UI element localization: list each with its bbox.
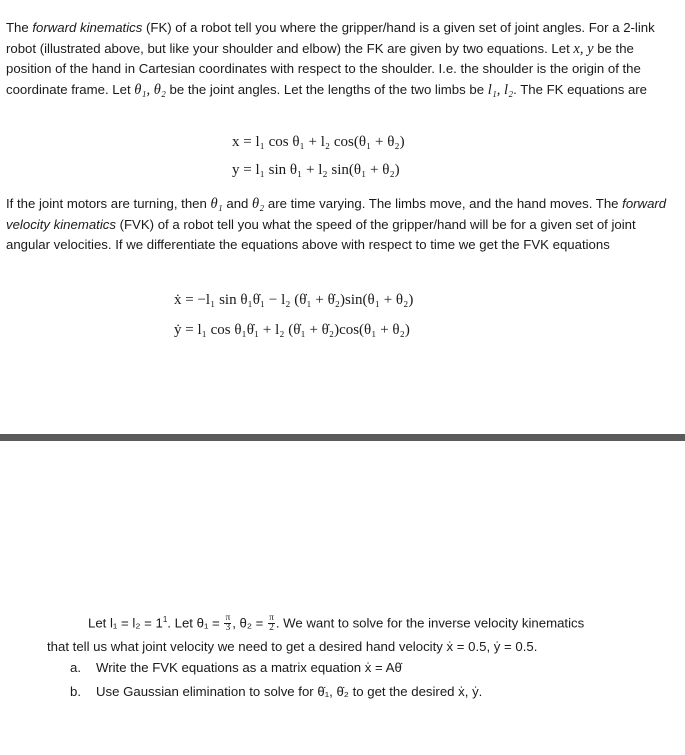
theta2-sep: , θ₂ = bbox=[232, 615, 264, 631]
fk-equation-x: x = l₁ cos θ₁ + l₂ cos(θ₁ + θ₂) bbox=[232, 134, 405, 150]
problem-line-2: that tell us what joint velocity we need to get a desired hand velocity ẋ = 0.5, ẏ = 0.5. bbox=[47, 639, 538, 654]
fk-text-2: (FK) of a robot tell you where the gripper/hand is a given set of joint angles. For a 2-link robot (illustrated above, but like your shoulder and elbow) the FK are given by two equations. Let bbox=[6, 20, 655, 56]
list-label-a: a. bbox=[70, 660, 81, 675]
fvk-text-4: (FVK) of a robot tell you what the speed of the gripper/hand will be for a given set of joint angular velocities. If we differentiate the equations above with respect to time we get the FVK equations bbox=[6, 216, 636, 252]
fvk-equation-ydot: ẏ = l₁ cos θ₁θ̇₁ + l₂ (θ̇₁ + θ̇₂)cos(θ₁ + θ₂) bbox=[174, 322, 410, 338]
fk-text-3: be the position of the hand in Cartesian coordinates with respect to the shoulder. I.e. the shoulder is the origin of the coordinate frame. Let bbox=[6, 40, 641, 97]
fk-text-4: be the joint angles. Let the lengths of the two limbs be bbox=[165, 81, 488, 97]
fk-thetas: θ₁, θ₂ bbox=[134, 81, 166, 98]
fk-term: forward kinematics bbox=[32, 20, 143, 35]
list-item-a bbox=[70, 660, 402, 675]
fvk-text-1: If the joint motors are turning, then bbox=[6, 196, 211, 211]
fvk-text-2: and bbox=[222, 196, 253, 211]
fvk-paragraph bbox=[6, 194, 678, 256]
fk-paragraph bbox=[6, 18, 678, 100]
let-theta1: . Let θ₁ = bbox=[167, 615, 220, 631]
frac2-num: π bbox=[269, 613, 274, 624]
frac1-den: 3 bbox=[225, 623, 231, 634]
problem-tail: . We want to solve for the inverse velocity kinematics bbox=[275, 615, 585, 631]
frac1-num: π bbox=[225, 613, 231, 624]
fvk-theta2: θ₂ bbox=[252, 196, 265, 212]
fk-xy: x, y bbox=[573, 40, 594, 57]
theta1-fraction bbox=[224, 614, 231, 633]
list-text-a: Write the FVK equations as a matrix equation ẋ = Aθ̇ bbox=[96, 660, 402, 675]
list-item-b bbox=[70, 684, 482, 699]
list-text-b: Use Gaussian elimination to solve for θ̇₁, θ̇₂ to get the desired ẋ, ẏ. bbox=[96, 684, 483, 699]
fvk-term: forward velocity kinematics bbox=[6, 196, 667, 232]
frac2-den: 2 bbox=[269, 623, 274, 634]
footnote-marker: 1 bbox=[162, 615, 168, 624]
fk-text-1: The bbox=[6, 20, 33, 35]
fk-text-5: . The FK equations are bbox=[513, 81, 648, 97]
fvk-text-3: are time varying. The limbs move, and the hand moves. The bbox=[264, 196, 623, 211]
problem-line-1 bbox=[88, 610, 678, 633]
theta2-fraction bbox=[268, 614, 275, 633]
fk-equation-y: y = l₁ sin θ₁ + l₂ sin(θ₁ + θ₂) bbox=[232, 162, 400, 178]
fvk-equation-xdot: ẋ = −l₁ sin θ₁θ̇₁ − l₂ (θ̇₁ + θ̇₂)sin(θ₁ + θ₂) bbox=[174, 292, 414, 308]
section-divider bbox=[0, 434, 685, 441]
let-lengths: Let l₁ = l₂ = 1 bbox=[88, 615, 163, 631]
fk-lengths: l₁, l₂ bbox=[487, 81, 514, 98]
list-label-b: b. bbox=[70, 684, 81, 699]
fvk-theta1: θ₁ bbox=[210, 196, 223, 212]
